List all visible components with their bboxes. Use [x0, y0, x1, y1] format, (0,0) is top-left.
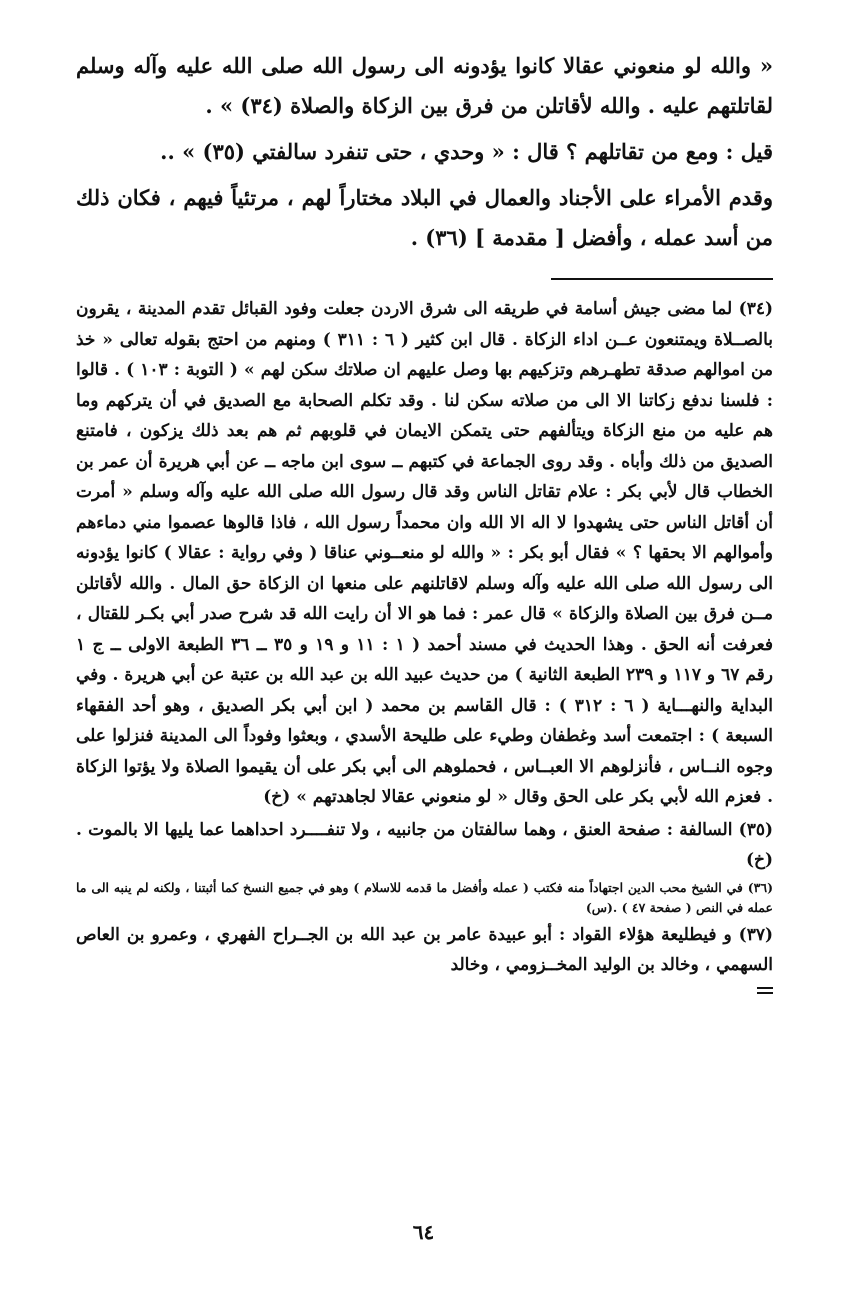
main-paragraph: « والله لو منعوني عقالا كانوا يؤدونه الى رسول الله صلى الله عليه وآله وسلم لقاتلتهم عليه . والله لأقاتلن من فرق بين الزكاة والصلاة (٣٤) » . [76, 53, 773, 118]
footnote-separator [551, 278, 773, 280]
main-paragraph: قيل : ومع من تقاتلهم ؟ قال : « وحدي ، حتى تنفرد سالفتي (٣٥) » .. [160, 139, 773, 164]
continuation-mark [757, 987, 773, 994]
footnote-36: (٣٦) في الشيخ محب الدين اجتهاداً منه فكتب ( عمله وأفضل ما قدمه للاسلام ) وهو في جميع النسخ كما أثبتنا ، ولكنه لم ينبه الى ما عمله في النص ( صفحة ٤٧ ) .(س) [76, 879, 773, 915]
footnote-37: (٣٧) و فيطليعة هؤلاء القواد : أبو عبيدة عامر بن عبد الله بن الجــراح الفهري ، وعمرو بن العاص السهمي ، وخالد بن الوليد المخــزومي ، وخالد [76, 924, 773, 975]
main-text [76, 46, 773, 258]
footnotes [76, 294, 773, 994]
main-paragraph: وقدم الأمراء على الأجناد والعمال في البلاد مختاراً لهم ، مرتئياً فيهم ، فكان ذلك من أسد عمله ، وأفضل [ مقدمة ] (٣٦) . [76, 185, 773, 250]
footnote-34: (٣٤) لما مضى جيش أسامة في طريقه الى شرق الاردن جعلت وفود القبائل تقدم المدينة ، يقرون بالصــلاة ويمتنعون عــن اداء الزكاة . قال ابن كثير ( ٦ : ٣١١ ) ومنهم من احتج بقوله تعالى « خذ من اموالهم صدقة تطهـرهم وتزكيهم بها وصل عليهم ان صلاتك سكن لهم » ( التوبة : ١٠٣ ) . قالوا : فلسنا ندفع زكاتنا الا الى من صلاته سكن لنا . وقد تكلم الصحابة مع الصديق في أن يتركهم وما هم عليه من منع الزكاة ويتألفهم حتى يتمكن الايمان في قلوبهم ثم هم بعد ذلك يزكون ، فامتنع الصديق من ذلك وأباه . وقد روى الجماعة في كتبهم ــ سوى ابن ماجه ــ عن أبي هريرة أن عمر بن الخطاب قال لأبي بكر : علام تقاتل الناس وقد قال رسول الله صلى الله عليه وآله وسلم « أمرت أن أقاتل الناس حتى يشهدوا لا اله الا الله وان محمداً رسول الله ، فاذا قالوها عصموا مني دماءهم وأموالهم الا بحقها ؟ » فقال أبو بكر : « والله لو منعــوني عناقا ( وفي رواية : عقالا ) كانوا يؤدونه الى رسول الله صلى الله عليه وآله وسلم لاقاتلنهم على منعها ان الزكاة حق المال . والله لأقاتلن مــن فرق بين الصلاة والزكاة » قال عمر : فما هو الا أن رايت الله قد شرح صدر أبي بكـر للقتال ، فعرفت أنه الحق . وهذا الحديث في مسند أحمد ( ١ : ١١ و ١٩ و ٣٥ ــ ٣٦ الطبعة الاولى ــ ج ١ رقم ٦٧ و ١١٧ و ٢٣٩ الطبعة الثانية ) من حديث عبيد الله بن عبد الله بن عتبة عن أبي هريرة . وفي البداية والنهـــاية ( ٦ : ٣١٢ ) : قال القاسم بن محمد ( ابن أبي بكر الصديق ، وهو أحد الفقهاء السبعة ) : اجتمعت أسد وغطفان وطيء على طليحة الأسدي ، وبعثوا وفوداً الى المدينة فنزلوا على وجوه النــاس ، فأنزلوهم الا العبــاس ، فحملوهم الى أبي بكر على أن يقيموا الصلاة ولا يؤتوا الزكاة . فعزم الله لأبي بكر على الحق وقال « لو منعوني عقالا لجاهدتهم » (خ) [76, 299, 773, 807]
footnote-35: (٣٥) السالفة : صفحة العنق ، وهما سالفتان من جانبيه ، ولا تنفــــرد احداهما عما يليها الا بالموت . (خ) [76, 819, 773, 870]
page-number: ٦٤ [412, 1220, 435, 1244]
